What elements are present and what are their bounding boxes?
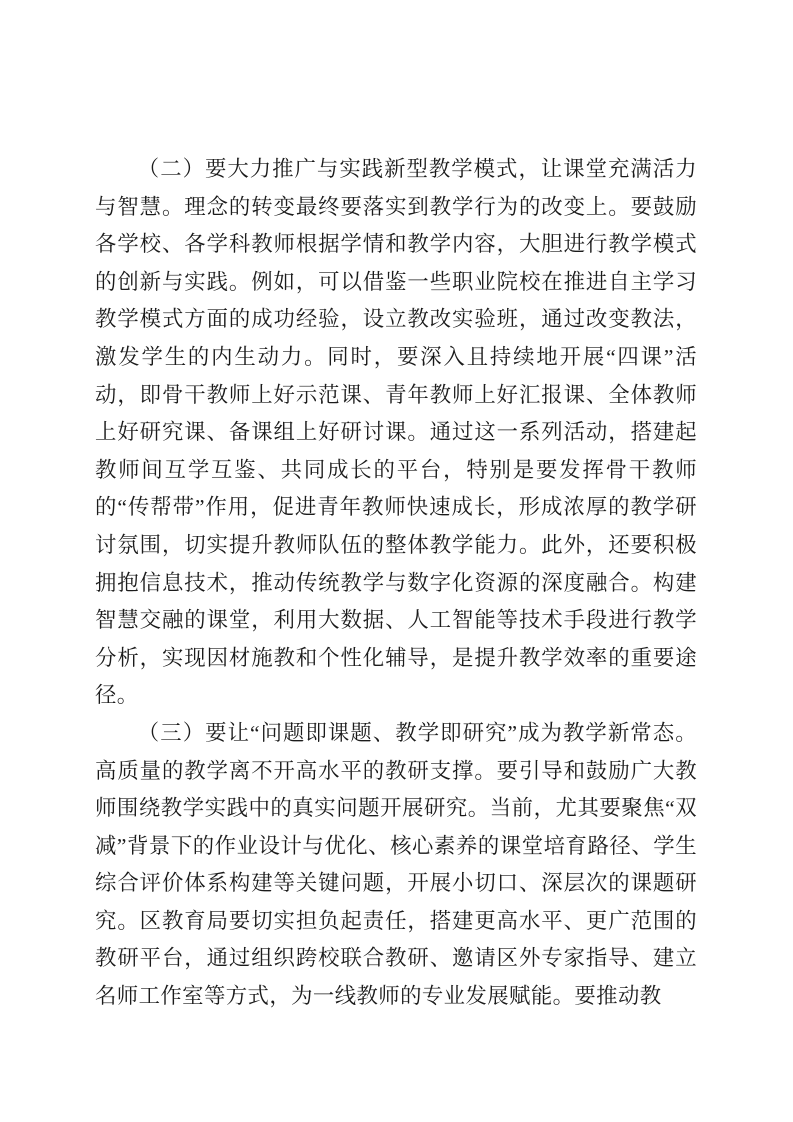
paragraph-section-2: （二）要大力推广与实践新型教学模式，让课堂充满活力与智慧。理念的转变最终要落实到教学行为的改变上。要鼓励各学校、各学科教师根据学情和教学内容，大胆进行教学模式的创新与实践。例如，可以借鉴一些职业院校在推进自主学习教学模式方面的成功经验，设立教改实验班，通过改变教法，激发学生的内生动力。同时，要深入且持续地开展“四课”活动，即骨干教师上好示范课、青年教师上好汇报课、全体教师上好研究课、备课组上好研讨课。通过这一系列活动，搭建起教师间互学互鉴、共同成长的平台，特别是要发挥骨干教师的“传帮带”作用，促进青年教师快速成长，形成浓厚的教学研讨氛围，切实提升教师队伍的整体教学能力。此外，还要积极拥抱信息技术，推动传统教学与数字化资源的深度融合。构建智慧交融的课堂，利用大数据、人工智能等技术手段进行教学分析，实现因材施教和个性化辅导，是提升教学效率的重要途径。 [95, 157, 697, 708]
paragraph-section-3: （三）要让“问题即课题、教学即研究”成为教学新常态。高质量的教学离不开高水平的教研支撑。要引导和鼓励广大教师围绕教学实践中的真实问题开展研究。当前，尤其要聚焦“双减”背景下的作业设计与优化、核心素养的课堂培育路径、学生综合评价体系构建等关键问题，开展小切口、深层次的课题研究。区教育局要切实担负起责任，搭建更高水平、更广范围的教研平台，通过组织跨校联合教研、邀请区外专家指导、建立名师工作室等方式，为一线教师的专业发展赋能。要推动教 [95, 720, 697, 1009]
document-body [95, 151, 697, 1016]
